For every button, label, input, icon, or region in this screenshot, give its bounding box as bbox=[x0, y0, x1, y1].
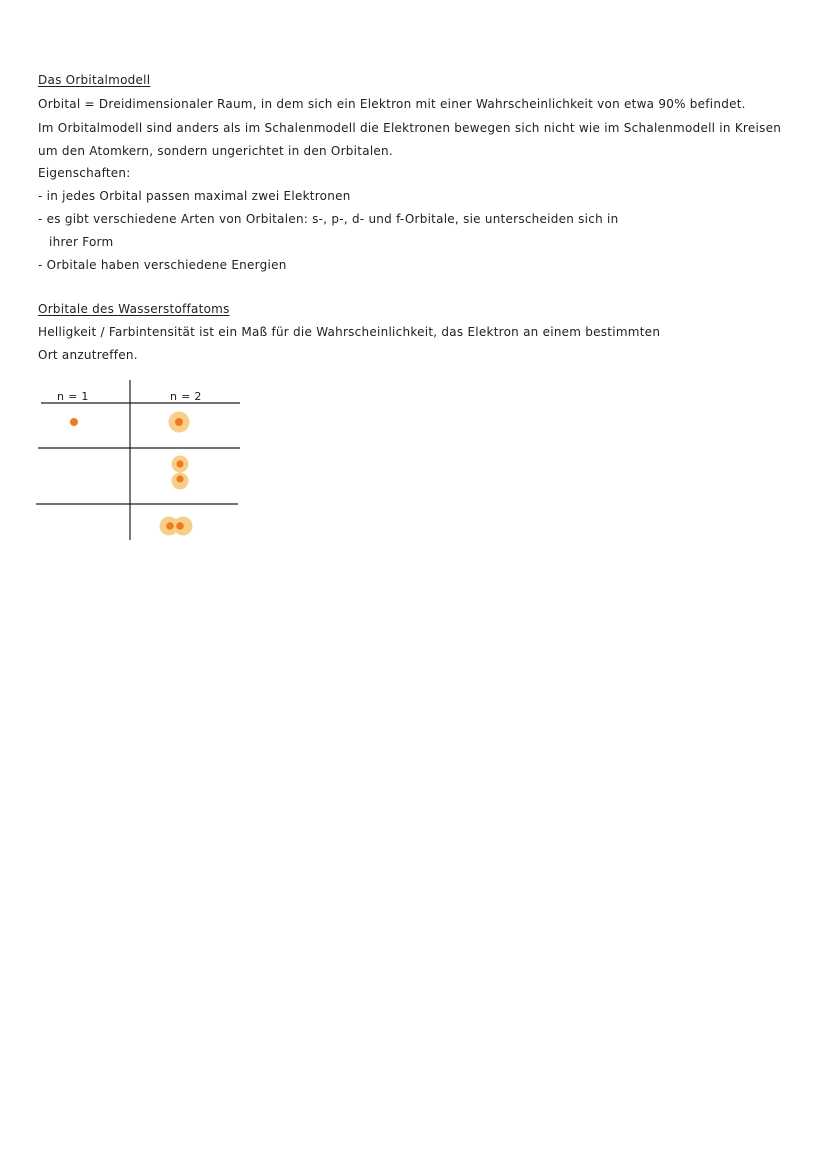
s-orbital-n2-nucleus bbox=[175, 418, 183, 426]
section-heading-orbitalmodell: Das Orbitalmodell bbox=[38, 73, 151, 87]
paragraph-line: um den Atomkern, sondern ungerichtet in den Orbitalen. bbox=[38, 144, 393, 158]
column-label-n1: n = 1 bbox=[57, 390, 89, 403]
paragraph-line: Ort anzutreffen. bbox=[38, 348, 138, 362]
paragraph-line: Im Orbitalmodell sind anders als im Schalenmodell die Elektronen bewegen sich nicht wie im Schalenmodell in Kreisen bbox=[38, 121, 782, 135]
properties-label: Eigenschaften: bbox=[38, 166, 131, 180]
p-orbital-vertical-nucleus bbox=[176, 475, 183, 482]
property-item: - es gibt verschiedene Arten von Orbitalen: s-, p-, d- und f-Orbitale, sie unterscheiden sich in bbox=[38, 212, 619, 226]
s-orbital-n1-dot bbox=[70, 418, 78, 426]
property-item: - in jedes Orbital passen maximal zwei Elektronen bbox=[38, 189, 351, 203]
property-item-continuation: ihrer Form bbox=[49, 235, 114, 249]
p-orbital-vertical-nucleus bbox=[176, 460, 183, 467]
column-label-n2: n = 2 bbox=[170, 390, 202, 403]
p-orbital-horizontal-nucleus bbox=[176, 522, 184, 530]
p-orbital-horizontal-nucleus bbox=[166, 522, 174, 530]
paragraph-line: Helligkeit / Farbintensität ist ein Maß für die Wahrscheinlichkeit, das Elektron an einem bestimmten bbox=[38, 325, 661, 339]
property-item: - Orbitale haben verschiedene Energien bbox=[38, 258, 287, 272]
definition-line: Orbital = Dreidimensionaler Raum, in dem sich ein Elektron mit einer Wahrscheinlichkeit von etwa 90% befindet. bbox=[38, 97, 746, 111]
orbital-table bbox=[34, 378, 248, 543]
section-heading-wasserstoff: Orbitale des Wasserstoffatoms bbox=[38, 302, 230, 316]
